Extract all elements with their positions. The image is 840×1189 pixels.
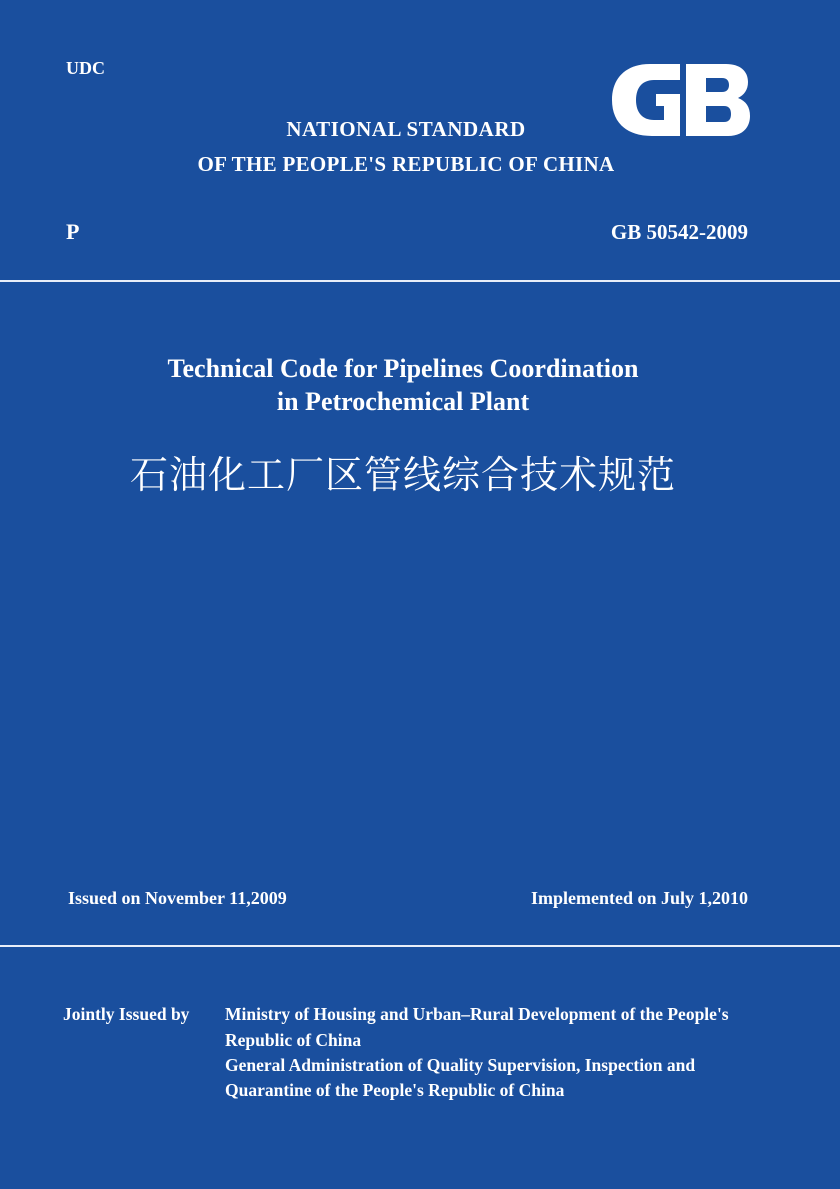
svg-text:GB: GB bbox=[602, 60, 604, 61]
national-standard-line1: NATIONAL STANDARD bbox=[286, 117, 526, 141]
national-standard-line2: OF THE PEOPLE'S REPUBLIC OF CHINA bbox=[197, 152, 615, 176]
bottom-divider bbox=[0, 945, 840, 947]
jointly-issued-label: Jointly Issued by bbox=[63, 1004, 190, 1024]
standard-code: GB 50542-2009 bbox=[610, 220, 748, 244]
title-english-line2: in Petrochemical Plant bbox=[276, 387, 530, 416]
issuer-line: Ministry of Housing and Urban–Rural Development of the People's bbox=[225, 1004, 729, 1024]
issuer-line: Quarantine of the People's Republic of China bbox=[225, 1080, 565, 1100]
title-chinese: 石油化工厂区管线综合技术规范 bbox=[129, 453, 676, 497]
udc-label: UDC bbox=[66, 58, 105, 78]
issued-date: Issued on November 11,2009 bbox=[68, 888, 287, 908]
classification-code: P bbox=[66, 219, 80, 244]
issuer-line: General Administration of Quality Supervision, Inspection and bbox=[225, 1055, 696, 1075]
top-divider bbox=[0, 280, 840, 282]
title-english-line1: Technical Code for Pipelines Coordination bbox=[167, 354, 639, 383]
implemented-date: Implemented on July 1,2010 bbox=[530, 888, 748, 908]
issuer-line: Republic of China bbox=[225, 1030, 362, 1050]
